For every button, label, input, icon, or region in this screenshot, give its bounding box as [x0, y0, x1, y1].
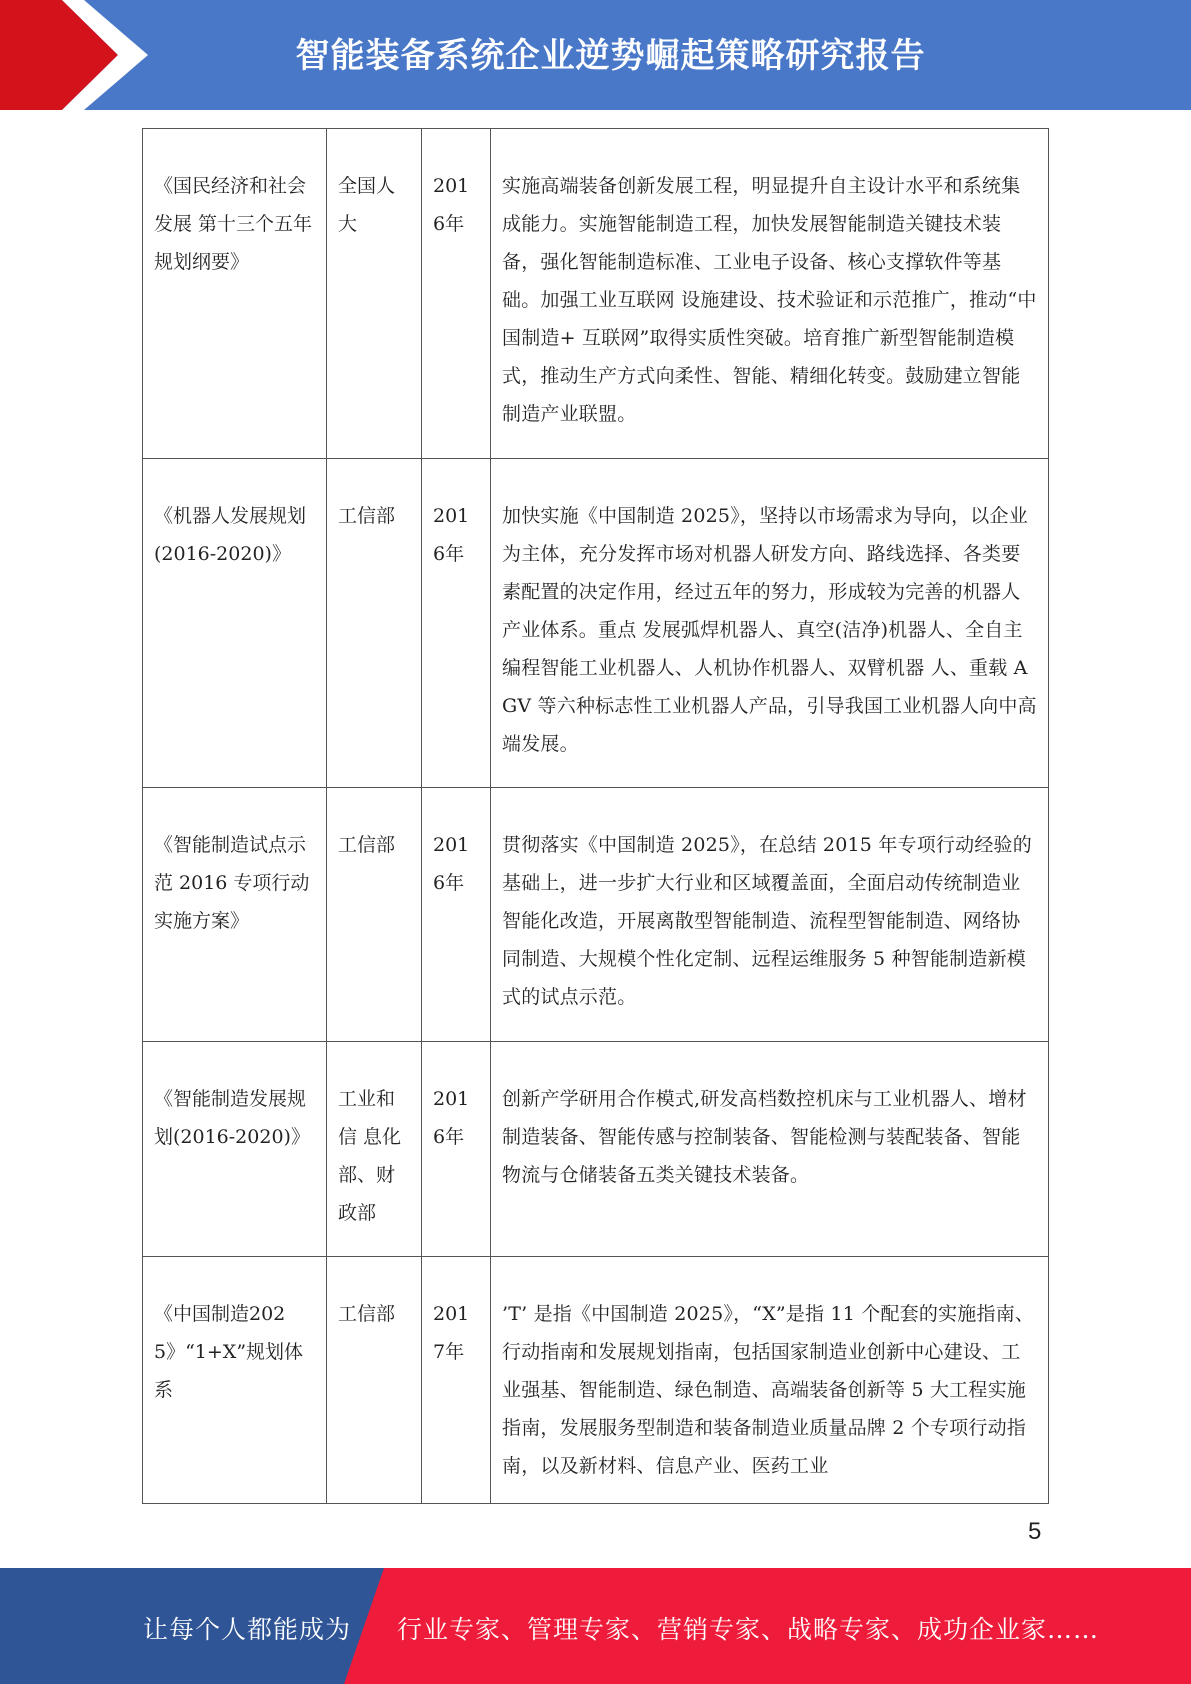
- year-cell: 2016年: [422, 788, 491, 1042]
- page-number: 5: [1028, 1518, 1042, 1545]
- page-header: [0, 0, 1191, 110]
- page-footer: [0, 1568, 1191, 1684]
- department-cell: 工信部: [327, 1257, 422, 1504]
- policy-name-cell: 《中国制造2025》“1+X”规划体系: [143, 1257, 327, 1504]
- department-cell: 工信部: [327, 788, 422, 1042]
- table-row: [143, 1257, 1049, 1504]
- content-cell: 加快实施《中国制造 2025》，坚持以市场需求为导向，以企业为主体，充分发挥市场对机器人研发方向、路线选择、各类要素配置的决定作用，经过五年的努力，形成较为完善的机器人产业体系。重点 发展弧焊机器人、真空(洁净)机器人、全自主编程智能工业机器人、人机协作机器人、双臂机器 人、重载 AGV 等六种标志性工业机器人产品，引导我国工业机器人向中高端发展。: [491, 459, 1049, 788]
- policy-name-cell: 《智能制造试点示范 2016 专项行动实施方案》: [143, 788, 327, 1042]
- year-cell: 2017年: [422, 1257, 491, 1504]
- table-row: [143, 459, 1049, 788]
- department-cell: 工业和信 息化部、财政部: [327, 1042, 422, 1257]
- footer-slogan-right: 行业专家、管理专家、营销专家、战略专家、成功企业家……: [397, 1615, 1100, 1644]
- table-row: [143, 1042, 1049, 1257]
- report-title: 智能装备系统企业逆势崛起策略研究报告: [295, 36, 926, 76]
- content-cell: 贯彻落实《中国制造 2025》，在总结 2015 年专项行动经验的基础上，进一步扩大行业和区域覆盖面，全面启动传统制造业智能化改造，开展离散型智能制造、流程型智能制造、网络协同制造、大规模个性化定制、远程运维服务 5 种智能制造新模式的试点示范。: [491, 788, 1049, 1042]
- year-cell: 2016年: [422, 1042, 491, 1257]
- policy-name-cell: 《智能制造发展规划(2016-2020)》: [143, 1042, 327, 1257]
- year-cell: 2016年: [422, 459, 491, 788]
- policy-name-cell: 《国民经济和社会发展 第十三个五年规划纲要》: [143, 129, 327, 459]
- content-cell: 创新产学研用合作模式,研发高档数控机床与工业机器人、增材制造装备、智能传感与控制装备、智能检测与装配装备、智能物流与仓储装备五类关键技术装备。: [491, 1042, 1049, 1257]
- content-cell: 实施高端装备创新发展工程，明显提升自主设计水平和系统集成能力。实施智能制造工程，加快发展智能制造关键技术装备，强化智能制造标准、工业电子设备、核心支撑软件等基础。加强工业互联网 设施建设、技术验证和示范推广，推动“中国制造+ 互联网”取得实质性突破。培育推广新型智能制造模式，推动生产方式向柔性、智能、精细化转变。鼓励建立智能制造产业联盟。: [491, 129, 1049, 459]
- policy-name-cell: 《机器人发展规划(2016-2020)》: [143, 459, 327, 788]
- footer-slogan-left: 让每个人都能成为: [143, 1615, 352, 1644]
- content-cell: ’T’ 是指《中国制造 2025》，“X”是指 11 个配套的实施指南、行动指南和发展规划指南，包括国家制造业创新中心建设、工业强基、智能制造、绿色制造、高端装备创新等 5 大工程实施指南，发展服务型制造和装备制造业质量品牌 2 个专项行动指南，以及新材料、信息产业、医药工业: [491, 1257, 1049, 1504]
- department-cell: 全国人大: [327, 129, 422, 459]
- policy-table: [142, 128, 1049, 1504]
- year-cell: 2016年: [422, 129, 491, 459]
- table-row: [143, 788, 1049, 1042]
- department-cell: 工信部: [327, 459, 422, 788]
- table-row: [143, 129, 1049, 459]
